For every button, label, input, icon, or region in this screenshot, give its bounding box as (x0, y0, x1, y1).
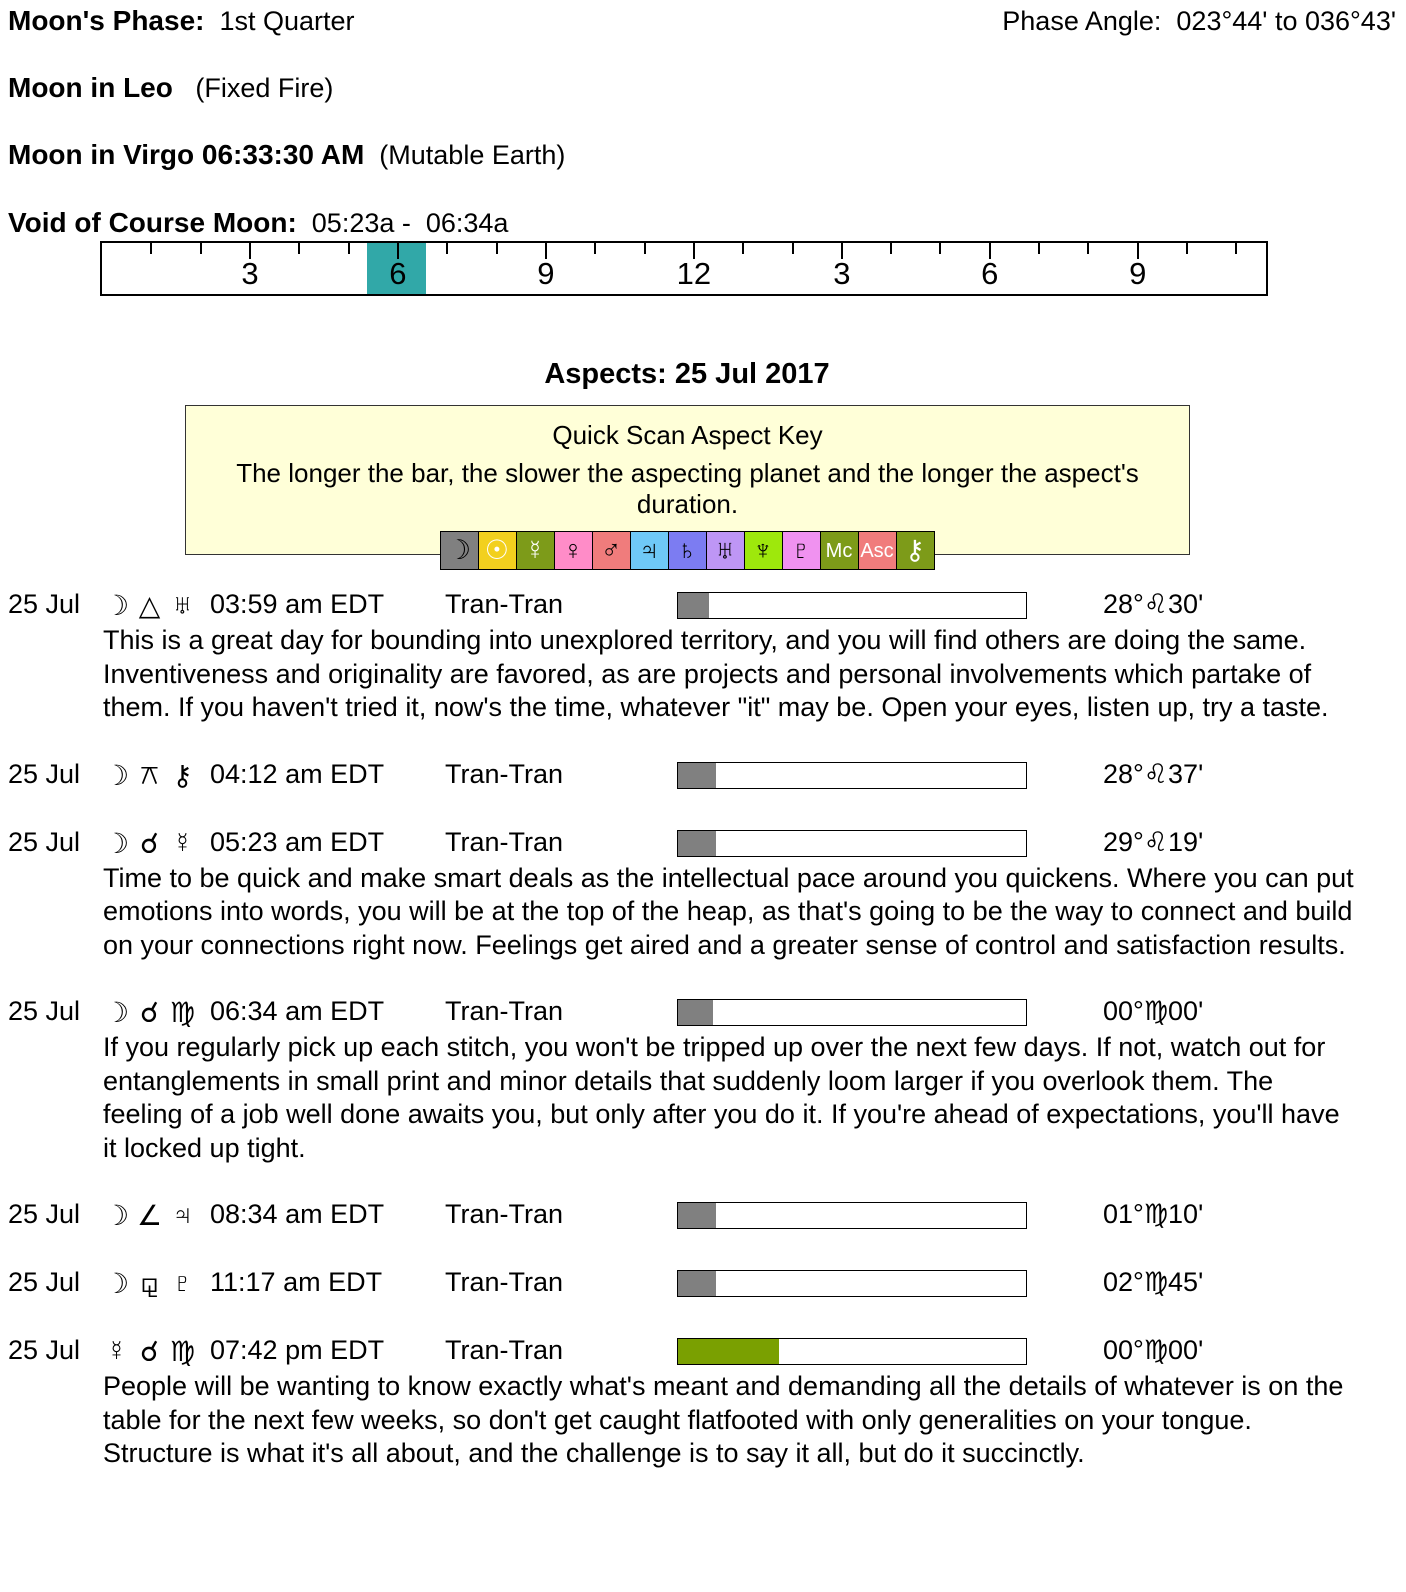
aspect-time: 05:23 am EDT (210, 826, 385, 857)
aspect-key-description: The longer the bar, the slower the aspecting planet and the longer the aspect's duration. (236, 458, 1139, 519)
hour-tick (939, 243, 941, 254)
aspect-type: Tran-Tran (445, 826, 564, 857)
aspect-time: 11:17 am EDT (210, 1267, 383, 1297)
aspect-date: 25 Jul (8, 1199, 81, 1229)
hour-tick (496, 243, 498, 254)
aspect-type: Tran-Tran (445, 996, 564, 1026)
moon-icon: ☽ (103, 1200, 130, 1231)
hour-label: 3 (241, 256, 259, 291)
key-jupiter-symbol: ♃ (630, 531, 669, 570)
moon-icon: ☽ (103, 1268, 130, 1299)
trine-icon: △ (138, 590, 161, 621)
aspect-list (0, 589, 1406, 1505)
hour-label: 9 (537, 256, 555, 291)
conjunction-icon: ☌ (140, 1336, 159, 1367)
aspect-key-symbol-row (186, 531, 1189, 570)
aspect-degree: 01°♍10' (1103, 1199, 1204, 1229)
aspect-row-mercury-enters-virgo (0, 1335, 1406, 1369)
moons-phase-value: 1st Quarter (204, 6, 355, 36)
key-chiron-symbol: ⚷ (896, 531, 935, 570)
conjunction-icon: ☌ (140, 827, 159, 859)
void-of-course-label: Void of Course Moon: (8, 207, 297, 238)
aspect-glyphs (100, 759, 199, 792)
aspect-block-mercury-enters-virgo (0, 1335, 1406, 1471)
aspect-row-moon-enters-virgo (0, 996, 1406, 1030)
aspect-duration-bar (677, 1202, 1027, 1229)
key-mars-symbol: ♂ (592, 531, 631, 570)
phase-angle: Phase Angle: 023°44' to 036°43' (1002, 6, 1396, 36)
hour-tick (298, 243, 300, 254)
hour-label: 12 (676, 256, 712, 291)
key-venus-symbol: ♀ (554, 531, 593, 570)
aspect-time: 07:42 pm EDT (210, 1335, 385, 1365)
aspect-date: 25 Jul (8, 826, 81, 857)
hour-tick (1235, 243, 1237, 254)
pluto-icon: ♇ (172, 1267, 193, 1298)
moon-sign-value: (Fixed Fire) (172, 73, 334, 103)
aspect-date: 25 Jul (8, 996, 81, 1026)
hour-label: 3 (833, 256, 851, 291)
aspect-block-moon-enters-virgo (0, 996, 1406, 1165)
hour-tick (1186, 243, 1188, 254)
aspect-type: Tran-Tran (445, 1335, 564, 1365)
mercury-icon: ☿ (106, 1335, 127, 1366)
aspect-block-moon-conjunct-mercury (0, 827, 1406, 963)
aspect-time: 06:34 am EDT (210, 996, 385, 1026)
aspect-duration-bar (677, 1270, 1027, 1297)
moon-icon: ☽ (103, 759, 130, 791)
aspect-degree: 29°♌19' (1103, 826, 1204, 857)
key-neptune-symbol: ♆ (744, 531, 783, 570)
aspect-glyphs (100, 1199, 199, 1232)
hour-tick (644, 243, 646, 254)
sesquiquadrate-icon: ⚼ (139, 1267, 160, 1298)
aspect-row-moon-semisquare-jupiter (0, 1199, 1406, 1233)
aspect-block-moon-sesquiquadrate-pluto (0, 1267, 1406, 1301)
key-saturn-symbol: ♄ (668, 531, 707, 570)
key-sun-symbol: ☉ (478, 531, 517, 570)
aspect-duration-bar (677, 830, 1027, 857)
aspect-key-title: Quick Scan Aspect Key (552, 420, 823, 450)
quick-scan-aspect-key (185, 405, 1190, 565)
aspect-type: Tran-Tran (445, 758, 564, 789)
aspect-interpretation-text: If you regularly pick up each stitch, you won't be tripped up over the next few days. If not, watch out for entanglements in small print and minor details that suddenly loom larger if you overlook them. The feeling of a job well done awaits you, but only after you do it. If you're ahead of expectations, you'll have it locked up tight. (103, 1032, 1340, 1163)
moon-ingress-value: (Mutable Earth) (364, 140, 566, 170)
hour-tick (348, 243, 350, 254)
aspect-interpretation-text: People will be wanting to know exactly what's meant and demanding all the details of whatever is on the table for the next few weeks, so don't get caught flatfooted with only generalities on your tongue. Structure is what it's all about, and the challenge is to say it all, but do it succinctly. (103, 1371, 1344, 1468)
aspect-date: 25 Jul (8, 758, 81, 789)
aspect-duration-bar (677, 1338, 1027, 1365)
aspect-degree: 02°♍45' (1103, 1267, 1204, 1297)
aspect-duration-bar-fill (678, 1271, 716, 1296)
quincunx-icon: ⚻ (140, 758, 159, 790)
aspect-date: 25 Jul (8, 589, 81, 619)
aspect-degree: 00°♍00' (1103, 1335, 1204, 1365)
hour-tick (594, 243, 596, 254)
moon-icon: ☽ (103, 997, 130, 1028)
moon-sign-label: Moon in Leo (8, 72, 173, 103)
aspect-glyphs (100, 827, 199, 860)
hour-tick (890, 243, 892, 254)
aspect-type: Tran-Tran (445, 589, 564, 619)
aspect-time: 08:34 am EDT (210, 1199, 385, 1229)
hour-tick (792, 243, 794, 254)
hour-tick (742, 243, 744, 254)
key-ascendant-symbol: Asc (858, 531, 897, 570)
aspect-duration-bar-fill (678, 1203, 716, 1228)
aspect-duration-bar-fill (678, 831, 716, 856)
moon-icon: ☽ (103, 827, 130, 859)
aspect-duration-bar (677, 762, 1027, 789)
aspect-glyphs (100, 1267, 199, 1300)
aspect-interpretation-text: This is a great day for bounding into unexplored territory, and you will find others are doing the same. Inventiveness and originality are favored, as are projects and personal involvements which partake of them. If you haven't tried it, now's the time, whatever "it" may be. Open your eyes, listen up, try a taste. (103, 625, 1329, 722)
aspect-duration-bar-fill (678, 763, 716, 788)
moons-phase-line (8, 5, 355, 37)
aspect-time: 03:59 am EDT (210, 589, 385, 619)
aspect-type: Tran-Tran (445, 1267, 564, 1297)
key-moon-symbol: ☽ (440, 531, 479, 570)
key-midheaven-symbol: Mc (820, 531, 859, 570)
void-of-course-value: 05:23a - 06:34a (296, 208, 509, 238)
aspect-degree: 28°♌30' (1103, 589, 1204, 619)
virgo-icon: ♍ (169, 1336, 196, 1367)
key-pluto-symbol: ♇ (782, 531, 821, 570)
aspect-degree: 00°♍00' (1103, 996, 1204, 1026)
conjunction-icon: ☌ (140, 997, 159, 1028)
hour-tick (1087, 243, 1089, 254)
aspect-row-moon-trine-uranus (0, 589, 1406, 623)
aspect-row-moon-conjunct-mercury (0, 827, 1406, 861)
aspect-block-moon-trine-uranus (0, 589, 1406, 725)
void-of-course-timeline (100, 241, 1268, 296)
aspects-title: Aspects: 25 Jul 2017 (544, 358, 830, 390)
aspect-type: Tran-Tran (445, 1199, 564, 1229)
aspect-duration-bar-fill (678, 593, 709, 618)
aspect-time: 04:12 am EDT (210, 758, 385, 789)
moons-phase-label: Moon's Phase: (8, 5, 205, 36)
aspect-duration-bar (677, 592, 1027, 619)
chiron-icon: ⚷ (172, 759, 193, 791)
aspect-row-moon-quincunx-chiron (0, 759, 1406, 793)
moon-icon: ☽ (103, 590, 130, 621)
aspect-block-moon-quincunx-chiron (0, 759, 1406, 793)
aspect-row-moon-sesquiquadrate-pluto (0, 1267, 1406, 1301)
key-mercury-symbol: ☿ (516, 531, 555, 570)
hour-label: 6 (389, 256, 407, 291)
aspect-degree: 28°♌37' (1103, 758, 1204, 789)
aspect-date: 25 Jul (8, 1335, 81, 1365)
aspect-glyphs (100, 589, 199, 622)
moon-sign-line (8, 72, 333, 104)
aspect-glyphs (100, 1335, 199, 1368)
hour-tick (1038, 243, 1040, 254)
aspect-glyphs (100, 996, 199, 1029)
aspect-date: 25 Jul (8, 1267, 81, 1297)
virgo-icon: ♍ (169, 997, 196, 1028)
moon-ingress-label: Moon in Virgo 06:33:30 AM (8, 139, 365, 170)
moon-ingress-line (8, 139, 565, 171)
semi-square-icon: ∠ (136, 1200, 163, 1231)
hour-label: 9 (1129, 256, 1147, 291)
hour-tick (446, 243, 448, 254)
aspect-duration-bar-fill (678, 1000, 713, 1025)
uranus-icon: ♅ (172, 589, 193, 620)
aspect-duration-bar (677, 999, 1027, 1026)
mercury-icon: ☿ (172, 826, 193, 858)
hour-label: 6 (981, 256, 999, 291)
jupiter-icon: ♃ (172, 1199, 193, 1230)
hour-tick (150, 243, 152, 254)
hour-tick (200, 243, 202, 254)
aspect-interpretation-text: Time to be quick and make smart deals as the intellectual pace around you quickens. Where you can put emotions into words, you will be at the top of the heap, as that's going to be the way to connect and build on your connections right now. Feelings get aired and a greater sense of control and satisfaction results. (103, 862, 1354, 960)
aspect-duration-bar-fill (678, 1339, 779, 1364)
aspect-block-moon-semisquare-jupiter (0, 1199, 1406, 1233)
void-of-course-line (8, 207, 508, 239)
key-uranus-symbol: ♅ (706, 531, 745, 570)
